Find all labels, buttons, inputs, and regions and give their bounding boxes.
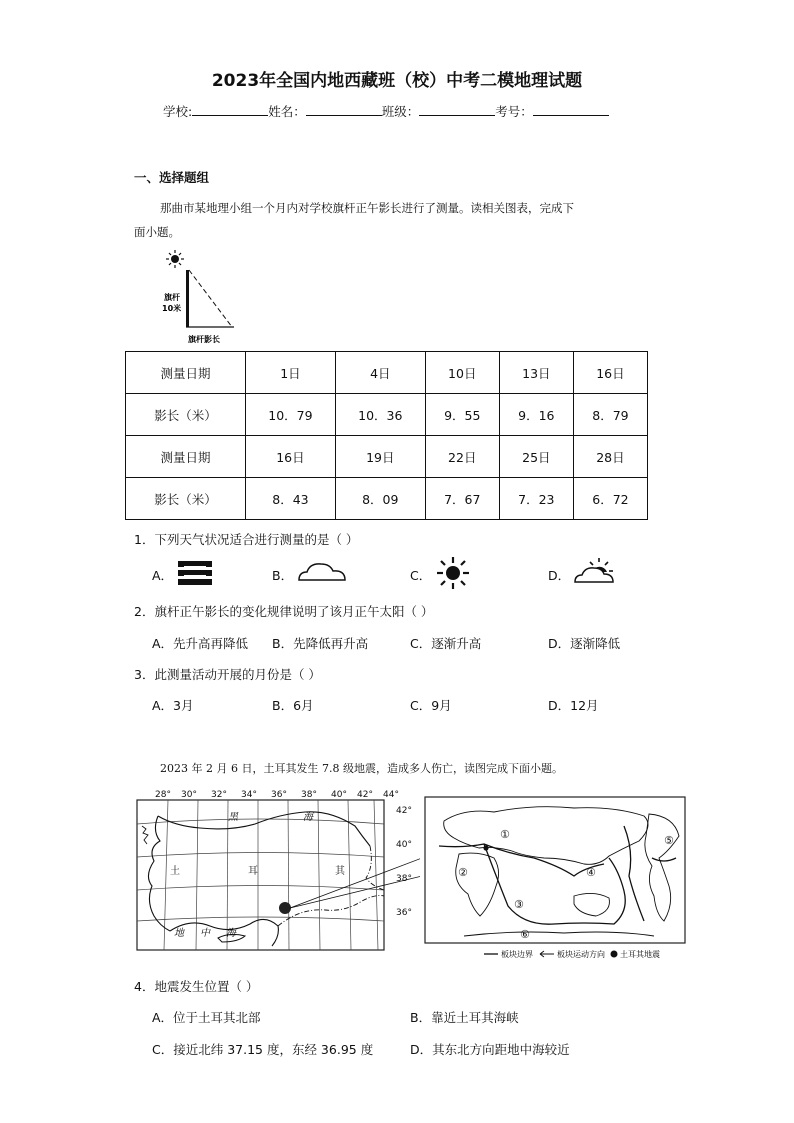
table-row-header: 测量日期	[126, 352, 246, 394]
q3-option-a[interactable]: A．3月	[152, 698, 194, 713]
q3-option-b[interactable]: B．6月	[272, 698, 314, 713]
class-label: 班级：	[381, 104, 420, 119]
map-legend	[424, 946, 686, 962]
legend-quake: 土耳其地震	[620, 950, 660, 959]
table-cell: 8．43	[246, 478, 336, 520]
q1-option-a[interactable]	[152, 566, 173, 584]
fog-icon	[176, 560, 216, 586]
q2-option-a[interactable]: A．先升高再降低	[152, 636, 249, 651]
q1-option-a-label: A．	[152, 568, 174, 583]
q2-option-d[interactable]: D．逐渐降低	[548, 636, 621, 651]
table-row	[126, 478, 648, 520]
longitude-label: 40°	[331, 790, 347, 800]
table-row-header: 影长（米）	[126, 394, 246, 436]
longitude-label: 28°	[155, 790, 171, 800]
table-cell: 8．09	[335, 478, 425, 520]
table-row	[126, 436, 648, 478]
school-label: 学校:	[163, 104, 193, 119]
world-plates-map	[424, 796, 686, 964]
earthquake-caption: 2023 年 2 月 6 日，土耳其发生 7.8 级地震，造成多人伤亡，读图完成下面小题。	[160, 762, 563, 775]
school-field[interactable]	[192, 102, 268, 116]
sun-icon	[166, 250, 184, 268]
intro-text-line2: 面小题。	[134, 225, 180, 239]
table-cell: 10．79	[246, 394, 336, 436]
table-cell: 1日	[246, 352, 336, 394]
table-row-header: 影长（米）	[126, 478, 246, 520]
q1-option-b-label: B．	[272, 568, 294, 583]
med-sea-label-1: 地	[174, 928, 184, 939]
pole-label-1: 旗杆	[164, 293, 180, 302]
longitude-label: 44°	[383, 790, 399, 800]
plate-number-label: ③	[514, 898, 524, 911]
plate-number-label: ⑤	[664, 834, 674, 847]
longitude-label: 34°	[241, 790, 257, 800]
intro-text-line1: 那曲市某地理小组一个月内对学校旗杆正午影长进行了测量。读相关图表，完成下	[160, 201, 574, 215]
longitude-label: 42°	[357, 790, 373, 800]
legend-boundary: 板块边界	[501, 950, 533, 959]
class-field[interactable]	[419, 102, 495, 116]
table-cell: 19日	[335, 436, 425, 478]
question-2-stem: 2．旗杆正午影长的变化规律说明了该月正午太阳（ ）	[134, 604, 434, 619]
table-cell: 4日	[335, 352, 425, 394]
table-cell: 10．36	[335, 394, 425, 436]
q3-option-c[interactable]: C．9月	[410, 698, 452, 713]
table-cell: 10日	[425, 352, 499, 394]
table-cell: 22日	[425, 436, 499, 478]
turkey-map	[130, 786, 420, 954]
name-label: 姓名：	[268, 104, 306, 119]
table-cell: 6．72	[573, 478, 647, 520]
lat-label-38: 38°	[396, 874, 412, 884]
plate-number-label: ⑥	[520, 928, 530, 941]
shadow-label: 旗杆影长	[188, 335, 220, 344]
longitude-label: 36°	[271, 790, 287, 800]
q4-option-b[interactable]: B．靠近土耳其海峡	[410, 1010, 519, 1025]
plate-number-label: ②	[458, 866, 468, 879]
plate-number-label: ①	[500, 828, 510, 841]
table-cell: 7．23	[499, 478, 573, 520]
earthquake-epicenter-marker	[279, 902, 291, 914]
question-3-stem: 3．此测量活动开展的月份是（ ）	[134, 667, 321, 682]
partly-cloudy-icon	[572, 556, 616, 586]
med-sea-label-2: 中	[200, 928, 210, 939]
question-1-stem: 1．下列天气状况适合进行测量的是（ ）	[134, 532, 359, 547]
q4-option-d[interactable]: D．其东北方向距地中海较近	[410, 1042, 570, 1057]
plate-number-label: ④	[586, 866, 596, 879]
lat-label-36: 36°	[396, 908, 412, 918]
table-cell: 8．79	[573, 394, 647, 436]
cloudy-icon	[296, 558, 348, 584]
page-title: 2023年全国内地西藏班（校）中考二模地理试题	[211, 71, 583, 91]
name-field[interactable]	[306, 102, 382, 116]
table-row-header: 测量日期	[126, 436, 246, 478]
table-cell: 25日	[499, 436, 573, 478]
student-info-line	[163, 102, 609, 120]
q4-option-c[interactable]: C．接近北纬 37.15 度，东经 36.95 度	[152, 1042, 374, 1057]
q1-option-d[interactable]	[548, 566, 570, 584]
q1-option-d-label: D．	[548, 568, 571, 583]
table-cell: 16日	[246, 436, 336, 478]
question-4-stem: 4．地震发生位置（ ）	[134, 979, 259, 994]
table-row	[126, 352, 648, 394]
med-sea-label-3: 海	[226, 928, 236, 939]
q1-option-b[interactable]	[272, 566, 293, 584]
lat-label-42: 42°	[396, 806, 412, 816]
q1-option-c-label: C．	[410, 568, 432, 583]
longitude-label: 38°	[301, 790, 317, 800]
q2-option-c[interactable]: C．逐渐升高	[410, 636, 482, 651]
turkey-label-1: 土	[170, 866, 180, 877]
turkey-label-2: 耳	[248, 866, 258, 877]
black-sea-label-1: 黑	[228, 812, 238, 823]
shadow-length-table	[125, 351, 648, 520]
lat-label-40: 40°	[396, 840, 412, 850]
q3-option-d[interactable]: D．12月	[548, 698, 599, 713]
table-cell: 9．55	[425, 394, 499, 436]
pole-label-2: 10米	[162, 304, 182, 313]
q4-option-a[interactable]: A．位于土耳其北部	[152, 1010, 261, 1025]
sunny-icon	[436, 556, 470, 590]
exam-no-field[interactable]	[533, 102, 609, 116]
black-sea-label-2: 海	[303, 812, 313, 823]
table-cell: 7．67	[425, 478, 499, 520]
longitude-label: 30°	[181, 790, 197, 800]
table-cell: 28日	[573, 436, 647, 478]
table-cell: 16日	[573, 352, 647, 394]
flagpole-shadow-figure	[160, 248, 250, 346]
q1-option-c[interactable]	[410, 566, 431, 584]
section-heading: 一、选择题组	[134, 170, 210, 185]
table-cell: 13日	[499, 352, 573, 394]
turkey-label-3: 其	[335, 866, 345, 877]
q2-option-b[interactable]: B．先降低再升高	[272, 636, 369, 651]
exam-no-label: 考号：	[495, 104, 533, 119]
legend-motion: 板块运动方向	[557, 950, 605, 959]
table-row	[126, 394, 648, 436]
table-cell: 9．16	[499, 394, 573, 436]
longitude-label: 32°	[211, 790, 227, 800]
